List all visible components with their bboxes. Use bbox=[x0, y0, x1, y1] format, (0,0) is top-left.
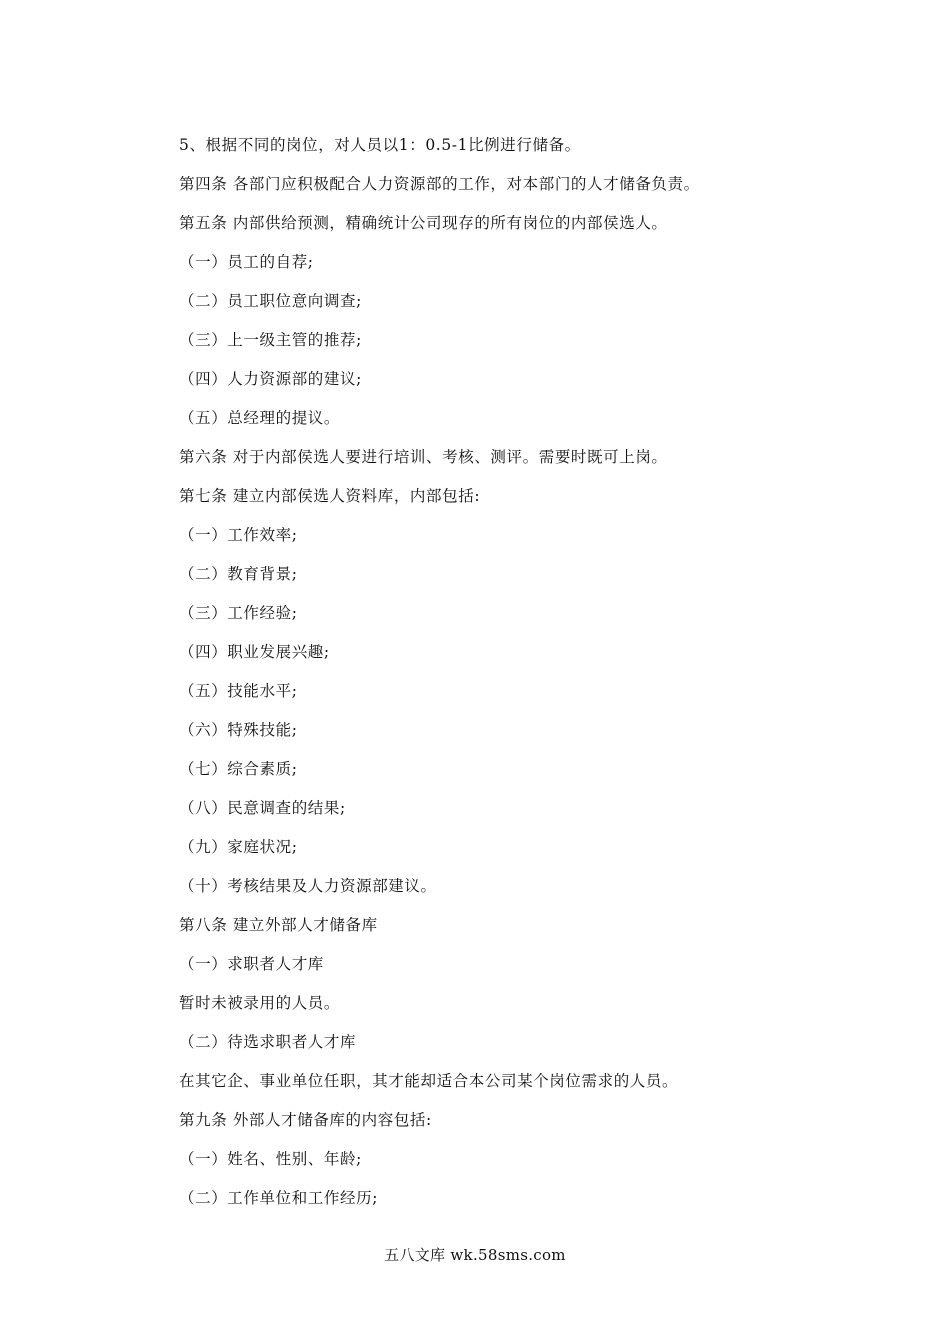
text-line: （二）教育背景; bbox=[179, 565, 298, 583]
text-line: （一）姓名、性别、年龄; bbox=[179, 1150, 362, 1168]
text-line: （二）工作单位和工作经历; bbox=[179, 1189, 379, 1207]
text-line: 第六条 对于内部侯选人要进行培训、考核、测评。需要时既可上岗。 bbox=[179, 448, 668, 466]
text-line: （五）技能水平; bbox=[179, 682, 298, 700]
text-line: （六）特殊技能; bbox=[179, 721, 298, 739]
text-line: （八）民意调查的结果; bbox=[179, 799, 346, 817]
text-line: （一）工作效率; bbox=[179, 526, 298, 544]
text-line: （四）职业发展兴趣; bbox=[179, 643, 330, 661]
text-line: （三）上一级主管的推荐; bbox=[179, 331, 362, 349]
text-line: 第五条 内部供给预测，精确统计公司现存的所有岗位的内部侯选人。 bbox=[179, 214, 668, 232]
page-footer: 五八文库 wk.58sms.com bbox=[384, 1246, 566, 1264]
text-line: 第九条 外部人才储备库的内容包括: bbox=[179, 1111, 432, 1129]
text-line: （四）人力资源部的建议; bbox=[179, 370, 362, 388]
text-line: 在其它企、事业单位任职，其才能却适合本公司某个岗位需求的人员。 bbox=[179, 1072, 679, 1090]
text-line: （一）员工的自荐; bbox=[179, 253, 314, 271]
text-line: 第八条 建立外部人才储备库 bbox=[179, 916, 378, 934]
document-body bbox=[179, 132, 799, 1224]
text-line: （十）考核结果及人力资源部建议。 bbox=[179, 877, 437, 895]
text-line: （三）工作经验; bbox=[179, 604, 298, 622]
text-line: 第七条 建立内部侯选人资料库，内部包括: bbox=[179, 487, 481, 505]
text-line: （七）综合素质; bbox=[179, 760, 298, 778]
text-line: （一）求职者人才库 bbox=[179, 955, 324, 973]
text-line: （五）总经理的提议。 bbox=[179, 409, 341, 427]
text-line: （二）员工职位意向调查; bbox=[179, 292, 362, 310]
text-line: 5、根据不同的岗位，对人员以1：0.5-1比例进行储备。 bbox=[179, 136, 581, 154]
text-line: （九）家庭状况; bbox=[179, 838, 298, 856]
text-line: 第四条 各部门应积极配合人力资源部的工作，对本部门的人才储备负责。 bbox=[179, 175, 700, 193]
text-line: （二）待选求职者人才库 bbox=[179, 1033, 357, 1051]
text-line: 暂时未被录用的人员。 bbox=[179, 994, 341, 1012]
